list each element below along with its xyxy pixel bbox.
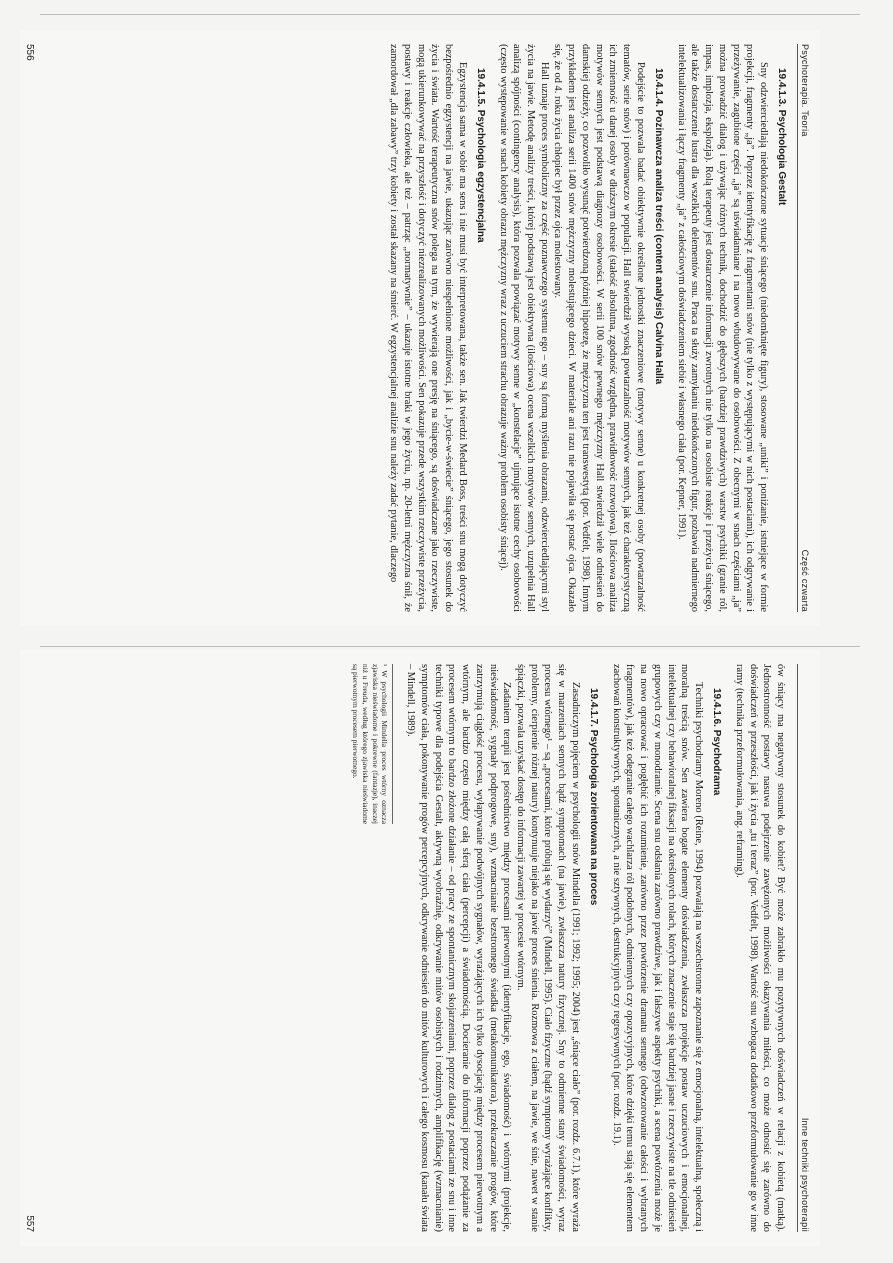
section-heading: 19.4.1.4. Pozinawcza analiza treści (content analysis) Calvina Halla bbox=[652, 68, 664, 385]
page-556 bbox=[20, 30, 820, 626]
paragraph: ów śniący ma negatywny stosunek do kobiet? Być może zabrakło mu pozytywnych doświadczeń w relacji z kobietą (matką). Jednostronność postawy nasuwa podejrzenie zawężonych możliwości okazywania miłości, co może odnosić się zarówno do doświadczeń w przeszłości, jak i życia „tu i teraz” (por. Vedfelt, 1998). Wartość snu wzbogaca dodatkowo przeformułowanie go w inne ramy (technika przeformułowania, ang. reframing). bbox=[733, 664, 786, 1232]
paragraph: Techniki psychodramy Moreno (Reine, 1994) pozwalają na wszechstronne zapoznanie się z emocjonalną, intelektualną, społeczną i moralną treścią snów. Sen zawiera bogate elementy doświadczenia, zwłaszcza projekcje postaw uczuciowych i emocjonalnej, intelektualnej czy behawioralnej fiksacji na określonych rolach, których znaczenie staje się bardziej jasne i rzeczywiste na tle odniesień grupowych czy w monodramie. Scena snu odsłania zarówno prawdziwe, jak i fałszywe aspekty psychiki, a scena powtórzenia może je na nowo opracować i pogłębić ich rozumienie, zarówno przez powtórzenie dramatu sennego (odwzorowanie całości i wybranych fragmentów), jak też odegranie całego wachlarza ról podobnych, odmiennych czy opozycyjnych, które dzięki temu stają się elementem zachowań konstruktywnych, spontanicznych, a nie sztywnych, destrukcyjnych czy regresywnych (por. rozdz. 19.1). bbox=[610, 664, 705, 1232]
running-header bbox=[797, 664, 810, 1232]
paragraph: Sny odzwierciedlają niedokończone sytuacje śniącego (niedomknięte figury), stosowane „uniki” i poniżanie, istniejące w formie projekcji, fragmenty „ja”. Poprzez identyfikację z fragmentami snów (nie tylko z występującymi w nich postaciami), ich odgrywanie i przeżywanie, zagubione części „ja” są uświadamiane i na nowo wbudowywane do osobowości. Z obecnymi w snach częściami „ja” można prowadzić dialog i używając różnych technik, dochodzić do głębszych (bardziej prawdziwych) warstw psychiki (granie ról, impas, implozja, eksplozja). Rolą terapeuty jest dostarczenie informacji zwrotnych nie tylko na osobiste reakcje i przeżycia śniącego, ale także dostarczenie lustra dla wszelkich delementów snu. Praca ta służy zamykaniu niedokończonych figur, pozbawia nadmiernego intelektualizowania i łączy fragmenty „ja” z całościowym doświadczeniem siebie i własnego ciała (por. Kepner, 1991). bbox=[675, 44, 769, 612]
book-gutter-line bbox=[40, 646, 860, 647]
section-heading: 19.4.1.7. Psychologia zorientowana na proces bbox=[587, 688, 599, 906]
section-heading: 19.4.1.3. Psychologia Gestalt bbox=[776, 68, 787, 206]
page-number: 557 bbox=[24, 1215, 35, 1232]
section-heading: 19.4.1.5. Psychologia egzystencjalna bbox=[474, 68, 486, 243]
section-heading: 19.4.1.6. Psychodrama bbox=[711, 688, 723, 796]
page-number: 556 bbox=[24, 44, 35, 61]
footnote-text: ¹ W psychologii Mindella proces wtórny oznacza zjawiska nieświadome i pokrewne (fantazje), inaczej niż u Freuda, według którego zjawiska nieświadome są pierwotnym procesem pierwotnego. bbox=[351, 664, 390, 824]
paragraph: Egzystencja sama w sobie ma sens i nie musi być interpretowana, także sen. Jak twierdzi Medard Boss, treści snu mogą dotyczyć bezpośrednio egzystencji na jawie, ukazując zarówno niespełnione możliwości, jak i „bycie-w-świecie” śniącego, jego stosunek do życia i świata. Wartość terapeutyczna snów polega na tym, że wywierają one presję na śniącego, są doświadczane jako rzeczywiste, mogą ukierunkowywać na przyszłość i dotyczyć niezrealizowanych możliwości. Sen pokazuje przede wszystkim rzeczywiste przeżycia, postawy i reakcje człowieka, ale też – patrząc „normatywnie” – ukazuje istotne braki w jego życiu, np. 20-letni mężczyzna śnił, że zamordował „dla zabawy” trzy kobiety i został skazany na śmierć. W egzystencjalnej analizie snu należy zadać pytanie, dlaczego bbox=[388, 44, 468, 612]
running-header-right: Inne techniki psychoterapii bbox=[800, 1117, 810, 1232]
paragraph: Podejście to pozwala badać obiektywnie określone jednostki znaczeniowe (motywy senne) u konkretnej osoby (powtarzalność tematów, serie snów) i porównawczo w populacji. Hall stwierdził wysoką powtarzalność motywów sennych, jak też charakterystyczną ich zmienność u danej osoby w dłuższym okresie (stałość absolutna, zgodność względna, prawidłowość rozwojowa). Ilościowa analiza motywów sennych jest podstawą diagnozy osobowości. W serii 100 snów pewnego mężczyzny Hall stwierdził wiele odniesień do damskiej odzieży, co pozwoliło wysunąć potwierdzoną później hipotezę, że mężczyzna ten jest transwestytą (por. Vedfelt, 1998). Innym przykładem jest analiza serii 1400 snów mężczyzny molestującego dzieci. W materiale ani razu nie pojawiła się postać ojca. Okazało się, że od 4. roku życia chłopiec był przez ojca molestowany. bbox=[552, 44, 646, 612]
running-header-right: Część czwarta bbox=[800, 549, 810, 612]
scan-edge-line bbox=[40, 14, 860, 15]
footnote bbox=[351, 664, 394, 824]
page-557 bbox=[20, 650, 820, 1246]
running-header bbox=[797, 44, 810, 612]
running-header-left: Psychoterapia. Teoria bbox=[800, 44, 810, 137]
paragraph: Hall uznaje proces symboliczny za część poznawczego systemu ego – sny są formą myślenia obrazami, odzwierciedlającymi styl życia na jawie. Metodę analizy treści, której podstawą jest obiektywna (ilościowa) ocena wszelkich motywów sennych, uzupełnia Hall analizą spójności (contingency analysis), która pozwala powiązać motywy senne w „konstelacje” ujmujące istotne cechy osobowości (często występowanie w snach kobiety obrazu mężczyzny wraz z uczuciem strachu obrazuje ważny problem osobisty śniącej). bbox=[497, 44, 550, 612]
paragraph: Zasadniczym pojęciem w psychologii snów Mindella (1991; 1992; 1995; 2004) jest „śniące ciało” (por. rozdz. 6.7.1), które wyraża się w marzeniach sennych bądź symptomach (na jawie), zwłaszcza natury fizycznej. Sny to odmienne stany świadomości, wyraz procesu wtórnego¹ – są „procesami, które próbują się wydarzyć” (Mindell, 1995). Ciało fizyczne (bądź symptomy wyrażające konflikty, problemy, cierpienie różnej natury) kontynuuje niejako na jawie proces śnienia. Rozmowa z ciałem, na jawie, we śnie, nawet w stanie śpiączki, pozwala uzyskać dostęp do informacji zawartej w procesie wtórnym. bbox=[514, 664, 581, 1232]
paragraph: Zadaniem terapii jest pośrednictwo między procesami pierwotnymi (identyfikacje, ego, świadomość) i wtórnymi (projekcje, nieświadomość, sygnały podprogowe, sny), wzmacnianie bezstronnego świadka (metakomunikatora), przekraczanie progów, które zatrzymują ciągłość procesu, wyłapywanie podwójnych sygnałów, wyrażających ich tylko dysocjację między procesem pierwotnym a wtórnym, ale bardzo często między całą sferą ciała (percepcji) a świadomością. Docieranie do informacji poprzez podążanie za procesem wtórnym to bardzo złożone działanie – od pracy ze spontanicznym skojarzeniami, poprzez dialog z postaciami ze snu i inne techniki typowe dla podejścia Gestalt, aktywną wyobraźnię, odkrywanie mitów osobistych i rodzinnych, amplifikację (wzmacnianie) symptomów ciała, pokonywanie progów percepcyjnych, odkrywanie odniesień do mitów kulturowych i całego kosmosu (kanału świata – Mindell, 1989). bbox=[405, 664, 513, 1232]
